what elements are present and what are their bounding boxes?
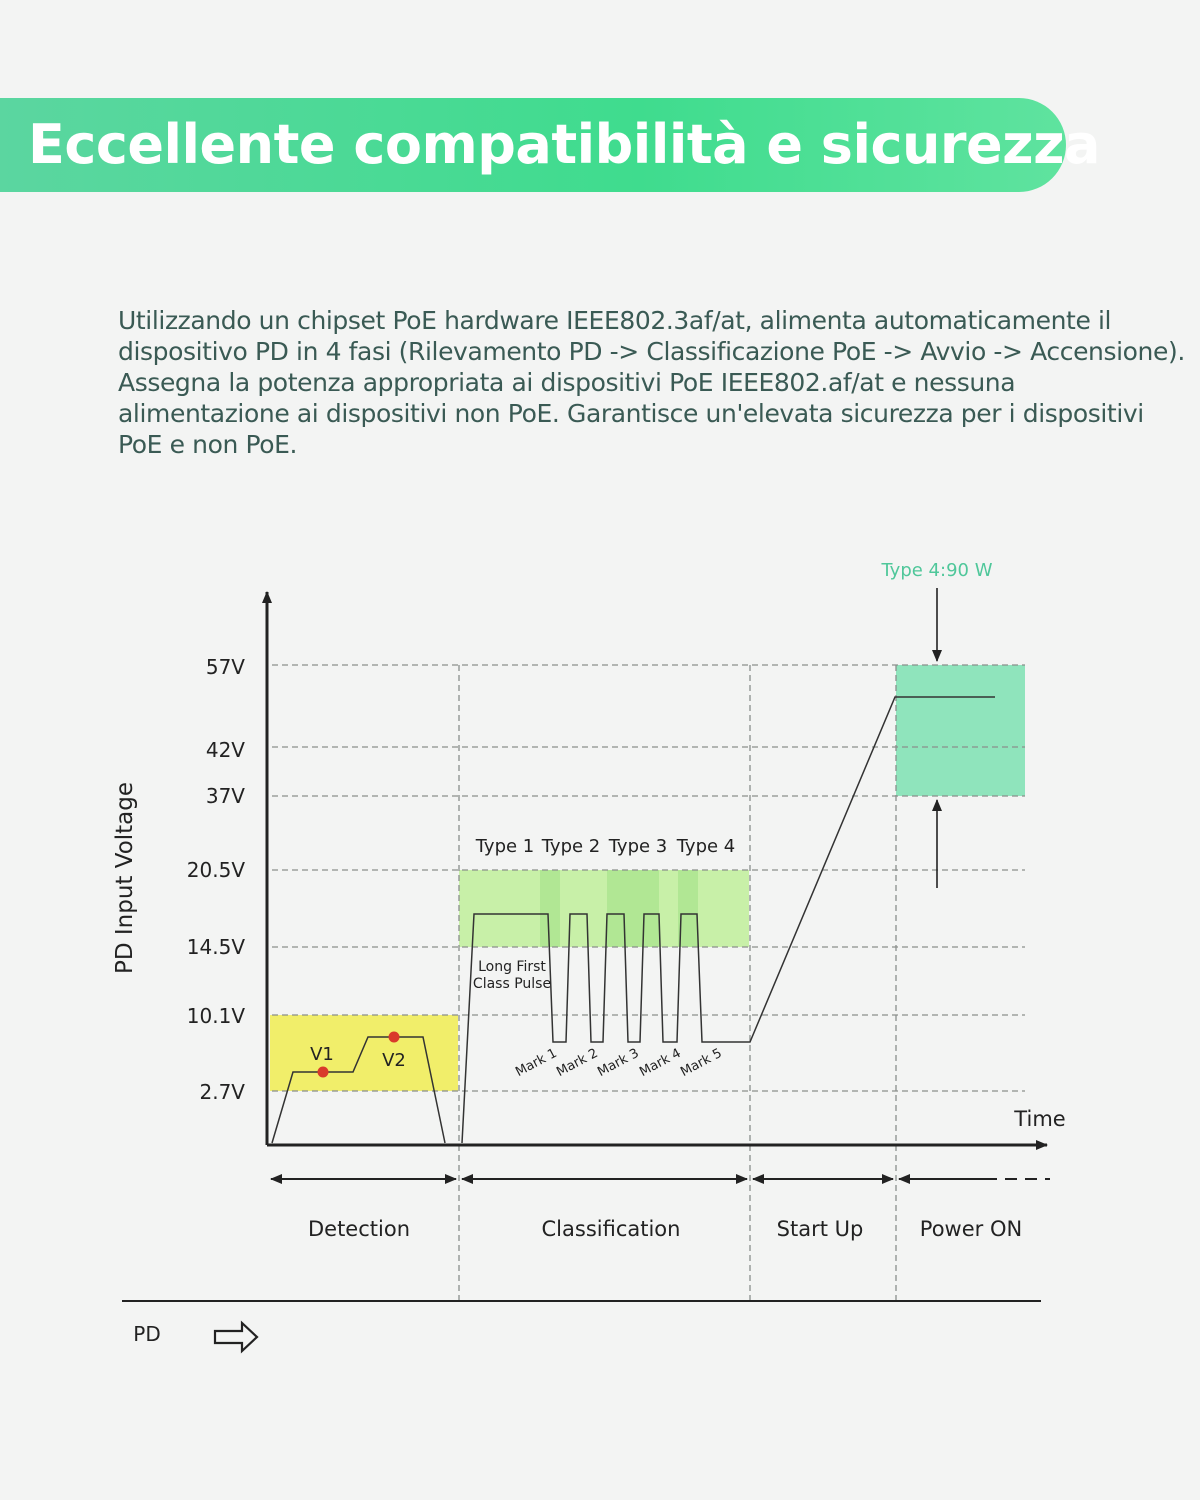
- tick-42v: 42V: [205, 738, 245, 762]
- y-axis-label: PD Input Voltage: [112, 781, 138, 975]
- voltage-tick-labels: [187, 655, 246, 1104]
- phase-labels: [308, 1217, 1022, 1241]
- pd-hollow-arrow-icon: [215, 1323, 257, 1351]
- long-first-pulse-label-2: Class Pulse: [472, 976, 552, 992]
- v1-label: V1: [310, 1044, 334, 1065]
- classification-zone: [459, 870, 749, 947]
- tick-2-7v: 2.7V: [199, 1080, 245, 1104]
- mark-4-label: Mark 4: [637, 1045, 684, 1080]
- mark-1-label: Mark 1: [513, 1045, 560, 1080]
- tick-14-5v: 14.5V: [186, 935, 245, 959]
- phase-classification: Classification: [541, 1217, 681, 1241]
- tick-37v: 37V: [205, 784, 245, 808]
- detection-point-v2: [389, 1032, 400, 1043]
- class-type-labels: [475, 836, 736, 857]
- mark-3-label: Mark 3: [595, 1045, 642, 1080]
- page-title: Eccellente compatibilità e sicurezza: [28, 113, 1100, 176]
- phase-start-up: Start Up: [776, 1217, 864, 1241]
- detection-zone: [270, 1015, 458, 1091]
- type-4-label: Type 4: [676, 836, 736, 857]
- pd-footer-label: PD: [133, 1322, 161, 1346]
- mark-2-label: Mark 2: [554, 1045, 601, 1080]
- v2-label: V2: [382, 1050, 406, 1071]
- power-zone: [896, 665, 1025, 796]
- type-2-label: Type 2: [541, 836, 601, 857]
- tick-10-1v: 10.1V: [186, 1004, 245, 1028]
- phase-detection: Detection: [307, 1217, 411, 1241]
- tick-20-5v: 20.5V: [186, 858, 245, 882]
- long-first-pulse-label-1: Long First: [478, 959, 546, 975]
- detection-point-v1: [318, 1067, 329, 1078]
- description-text: Utilizzando un chipset PoE hardware IEEE802.3af/at, alimenta automaticamente il dispositivo PD in 4 fasi (Rilevamento PD -> Classificazione PoE -> Avvio -> Accensione). Assegna la potenza appropriata ai dispositivi PoE IEEE802.af/at e nessuna alimentazione ai dispositivi non PoE. Garantisce un'elevata sicurezza per i dispositivi PoE e non PoE.: [118, 306, 1185, 459]
- x-axis-label: Time: [1014, 1107, 1066, 1131]
- mark-labels: [513, 1046, 724, 1080]
- tick-57v: 57V: [205, 655, 245, 679]
- phase-power-on: Power ON: [919, 1217, 1023, 1241]
- type-3-label: Type 3: [608, 836, 668, 857]
- type4-power-label: Type 4:90 W: [881, 560, 993, 581]
- mark-5-label: Mark 5: [678, 1045, 725, 1080]
- type-1-label: Type 1: [475, 836, 535, 857]
